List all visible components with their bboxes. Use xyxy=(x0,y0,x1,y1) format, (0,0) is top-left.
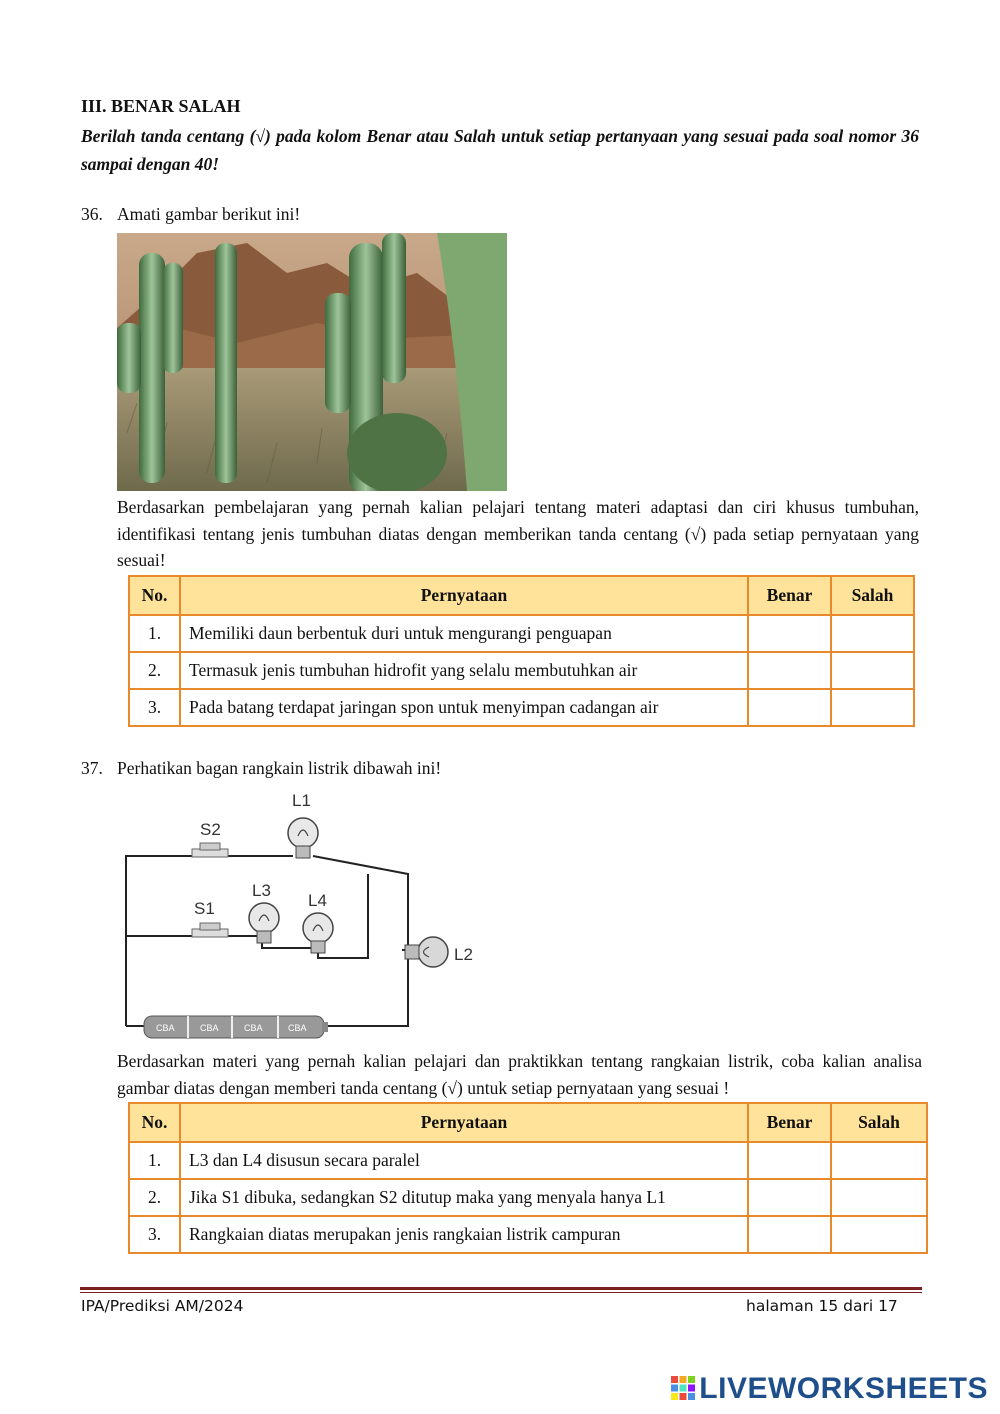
label-l1: L1 xyxy=(292,791,311,810)
table-header-row xyxy=(129,1103,927,1142)
false-checkbox-cell[interactable] xyxy=(831,689,914,726)
row-number: 2. xyxy=(129,652,180,689)
header-true: Benar xyxy=(748,576,831,615)
false-checkbox-cell[interactable] xyxy=(831,1216,927,1253)
table-row xyxy=(129,615,914,652)
label-l4: L4 xyxy=(308,891,327,910)
row-number: 1. xyxy=(129,1142,180,1179)
bulb-l1 xyxy=(288,818,318,858)
battery-cell-label: CBA xyxy=(200,1023,219,1033)
table-row xyxy=(129,1179,927,1216)
header-false: Salah xyxy=(831,1103,927,1142)
true-checkbox-cell[interactable] xyxy=(748,1216,831,1253)
header-statement: Pernyataan xyxy=(180,576,748,615)
footer-subject: IPA/Prediksi AM/2024 xyxy=(81,1297,244,1315)
row-number: 1. xyxy=(129,615,180,652)
true-checkbox-cell[interactable] xyxy=(748,1179,831,1216)
question-37-number: 37. xyxy=(81,758,103,778)
label-s1: S1 xyxy=(194,899,215,918)
label-l2: L2 xyxy=(454,945,473,964)
row-number: 2. xyxy=(129,1179,180,1216)
false-checkbox-cell[interactable] xyxy=(831,1179,927,1216)
battery-cell-label: CBA xyxy=(156,1023,175,1033)
footer-page-number: halaman 15 dari 17 xyxy=(746,1297,898,1315)
table-row xyxy=(129,1142,927,1179)
table-row xyxy=(129,1216,927,1253)
row-statement: Jika S1 dibuka, sedangkan S2 ditutup maka yang menyala hanya L1 xyxy=(180,1179,748,1216)
liveworksheets-logo[interactable] xyxy=(671,1372,988,1406)
header-statement: Pernyataan xyxy=(180,1103,748,1142)
question-36-number: 36. xyxy=(81,204,103,224)
false-checkbox-cell[interactable] xyxy=(831,615,914,652)
question-36-table xyxy=(128,575,915,727)
true-checkbox-cell[interactable] xyxy=(748,652,831,689)
row-statement: L3 dan L4 disusun secara paralel xyxy=(180,1142,748,1179)
question-36-prompt: Amati gambar berikut ini! xyxy=(117,204,301,224)
row-number: 3. xyxy=(129,1216,180,1253)
battery-cell-label: CBA xyxy=(288,1023,307,1033)
header-no: No. xyxy=(129,576,180,615)
true-checkbox-cell[interactable] xyxy=(748,689,831,726)
bulb-l2 xyxy=(405,937,448,967)
true-checkbox-cell[interactable] xyxy=(748,1142,831,1179)
switch-s2 xyxy=(192,843,228,857)
true-checkbox-cell[interactable] xyxy=(748,615,831,652)
switch-s1 xyxy=(192,923,228,937)
header-false: Salah xyxy=(831,576,914,615)
false-checkbox-cell[interactable] xyxy=(831,652,914,689)
question-37-table xyxy=(128,1102,928,1254)
liveworksheets-icon xyxy=(671,1376,695,1400)
footer-rule-thin xyxy=(80,1292,922,1293)
table-row xyxy=(129,652,914,689)
question-37-prompt: Perhatikan bagan rangkain listrik dibawah ini! xyxy=(117,758,442,778)
header-no: No. xyxy=(129,1103,180,1142)
question-36-paragraph: Berdasarkan pembelajaran yang pernah kalian pelajari tentang materi adaptasi dan ciri khusus tumbuhan, identifikasi tentang jenis tumbuhan diatas dengan memberikan tanda centang (√) pada setiap pernyataan yang sesuai! xyxy=(117,497,919,570)
brand-text: LIVEWORKSHEETS xyxy=(699,1372,988,1405)
label-s2: S2 xyxy=(200,820,221,839)
false-checkbox-cell[interactable] xyxy=(831,1142,927,1179)
cactus-desert-image xyxy=(117,233,507,491)
battery-cell-label: CBA xyxy=(244,1023,263,1033)
section-title: III. BENAR SALAH xyxy=(81,96,241,116)
row-statement: Memiliki daun berbentuk duri untuk mengurangi penguapan xyxy=(180,615,748,652)
label-l3: L3 xyxy=(252,881,271,900)
table-header-row xyxy=(129,576,914,615)
header-true: Benar xyxy=(748,1103,831,1142)
battery xyxy=(144,1016,328,1038)
row-number: 3. xyxy=(129,689,180,726)
row-statement: Rangkaian diatas merupakan jenis rangkaian listrik campuran xyxy=(180,1216,748,1253)
question-37-paragraph: Berdasarkan materi yang pernah kalian pelajari dan praktikkan tentang rangkaian listrik, coba kalian analisa gambar diatas dengan memberi tanda centang (√) untuk setiap pernyataan yang sesuai ! xyxy=(117,1051,922,1098)
circuit-diagram xyxy=(118,786,488,1042)
row-statement: Termasuk jenis tumbuhan hidrofit yang selalu membutuhkan air xyxy=(180,652,748,689)
footer-rule xyxy=(80,1287,922,1290)
table-row xyxy=(129,689,914,726)
section-instruction: Berilah tanda centang (√) pada kolom Benar atau Salah untuk setiap pertanyaan yang sesuai pada soal nomor 36 sampai dengan 40! xyxy=(81,126,919,174)
row-statement: Pada batang terdapat jaringan spon untuk menyimpan cadangan air xyxy=(180,689,748,726)
